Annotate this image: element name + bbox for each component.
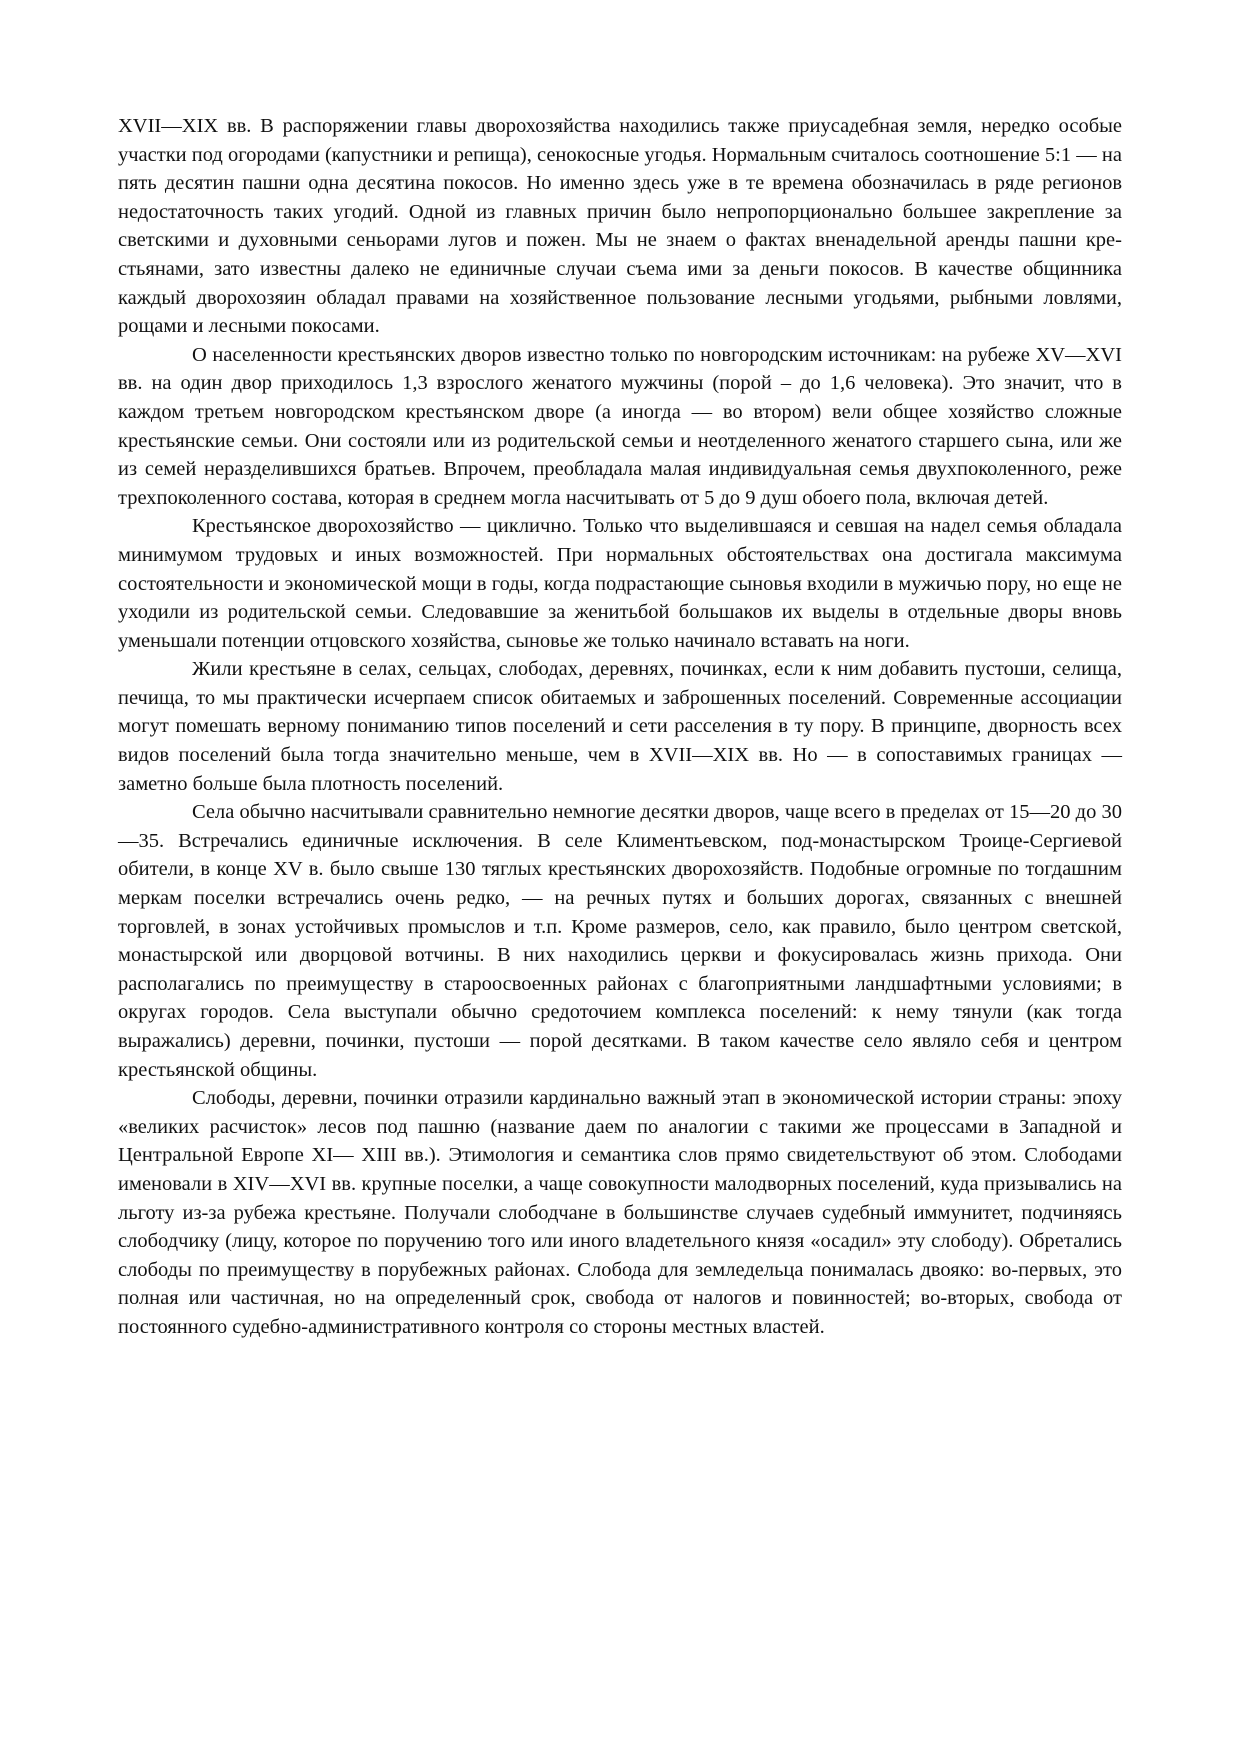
- paragraph-1: XVII—XIX вв. В распоряжении главы дворохозяйства находились также приусадебная земля, нередко особые участки под огородами (капустники и репища), сенокосные угодья. Нормальным считалось соотношение 5:1 — на пять десятин пашни одна десятина покосов. Но именно здесь уже в те времена обозначилась в ряде регионов недостаточность таких угодий. Одной из главных причин было непропорционально большее закрепление за светскими и духовными сеньорами лугов и пожен. Мы не знаем о фактах вненадельной аренды пашни крестьянами, зато известны далеко не единичные случаи съема ими за деньги покосов. В качестве общинника каждый дворохозяин обладал правами на хозяйственное пользование лесными угодьями, рыбными ловлями, рощами и лесными покосами.: [118, 115, 1122, 338]
- paragraph-5: Села обычно насчитывали сравнительно немногие десятки дворов, чаще всего в пределах от 15—20 до 30—35. Встречались единичные исключения. В селе Климентьевском, под-монастырском Троице-Сергиевой обители, в конце XV в. было свыше 130 тяглых крестьянских дворохозяйств. Подобные огромные по тогдашним меркам поселки встречались очень редко, — на речных путях и больших дорогах, связанных с внешней торговлей, в зонах устойчивых промыслов и т.п. Кроме размеров, село, как правило, было центром светской, монастырской или дворцовой вотчины. В них находились церкви и фокусировалась жизнь прихода. Они располагались по преимуществу в староосвоенных районах с благоприятными ландшафтными условиями; в округах городов. Села выступали обычно средоточием комплекса поселений: к нему тянули (как тогда выражались) деревни, починки, пустоши — порой десятками. В таком качестве село являло себя и центром крестьянской общины.: [118, 801, 1122, 1081]
- paragraph-3: Крестьянское дворохозяйство — циклично. Только что выделившаяся и севшая на надел семья обладала минимумом трудовых и иных возможностей. При нормальных обстоятельствах она достигала максимума состоятельности и экономической мощи в годы, когда подрастающие сыновья входили в мужичью пору, но еще не уходили из родительской семьи. Следовавшие за женитьбой большаков их выделы в отдельные дворы вновь уменьшали потенции отцовского хозяйства, сыновье же только начинало вставать на ноги.: [118, 515, 1122, 652]
- paragraph-6: Слободы, деревни, починки отразили кардинально важный этап в экономической истории страны: эпоху «великих расчисток» лесов под пашню (название даем по аналогии с такими же процессами в Западной и Центральной Европе XI— XIII вв.). Этимология и семантика слов прямо свидетельствуют об этом. Слободами именовали в XIV—XVI вв. крупные поселки, а чаще совокупности малодворных поселений, куда призывались на льготу из-за рубежа крестьяне. Получали слободчане в большинстве случаев судебный иммунитет, подчиняясь слободчику (лицу, которое по поручению того или иного владетельного князя «осадил» эту слободу). Обретались слободы по преимуществу в порубежных районах. Слобода для земледельца понималась двояко: во-первых, это полная или частичная, но на определенный срок, свобода от налогов и повинностей; во-вторых, свобода от постоянного судебно-административного контроля со стороны местных властей.: [118, 1087, 1122, 1338]
- paragraph-4: Жили крестьяне в селах, сельцах, слободах, деревнях, починках, если к ним добавить пустоши, селища, печища, то мы практически исчерпаем список обитаемых и заброшенных поселений. Современные ассоциации могут помешать верному пониманию типов поселений и сети расселения в ту пору. В принципе, дворность всех видов поселений была тогда значительно меньше, чем в XVII—XIX вв. Но — в сопоставимых границах — заметно больше была плотность поселений.: [118, 658, 1122, 795]
- paragraph-2: О населенности крестьянских дворов известно только по новгородским источникам: на рубеже XV—XVI вв. на один двор приходилось 1,3 взрослого женатого мужчины (порой – до 1,6 человека). Это значит, что в каждом третьем новгородском крестьянском дворе (а иногда — во втором) вели общее хозяйство сложные крестьянские семьи. Они состояли или из родительской семьи и неотделенного женатого старшего сына, или же из семей неразделившихся братьев. Впрочем, преобладала малая индивидуальная семья двухпоколенного, реже трехпоколенного состава, которая в среднем могла насчитывать от 5 до 9 душ обоего пола, включая детей.: [118, 343, 1122, 509]
- document-page: [118, 112, 1122, 1342]
